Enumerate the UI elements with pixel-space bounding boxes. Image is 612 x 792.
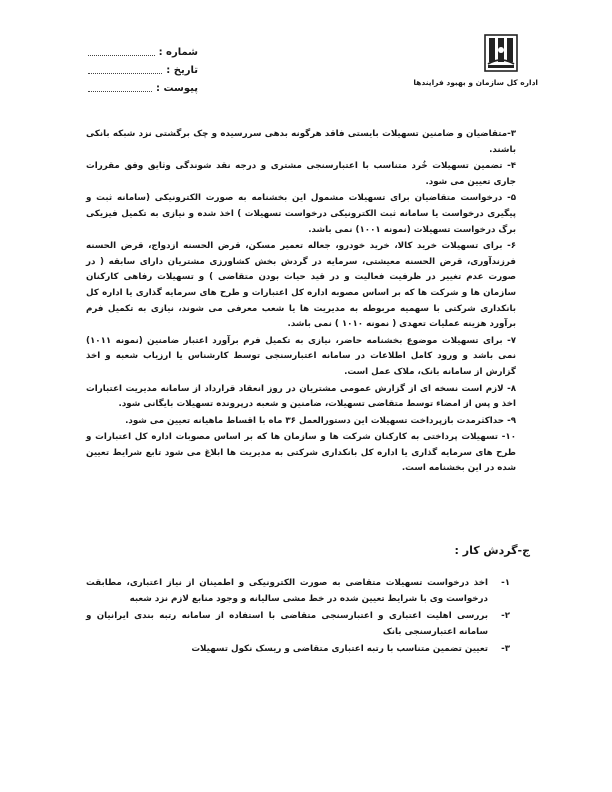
letter-number-label: شماره : <box>158 47 198 58</box>
dotted-line <box>88 45 155 56</box>
letter-attachment-field <box>88 76 198 94</box>
letter-date-label: تاریخ : <box>166 65 198 76</box>
list-item-number: ۳- <box>501 644 510 655</box>
dotted-line <box>88 81 152 92</box>
bank-emblem-icon <box>484 34 518 72</box>
list-item-text: بررسی اهلیت اعتباری و اعتبارسنجی متقاضی با استفاده از سامانه رتبه بندی ایرانیان و سامانه اعتبارسنجی بانک <box>86 611 488 637</box>
workflow-heading: ج-گردش کار : <box>454 544 530 557</box>
letter-meta-fields <box>88 40 198 94</box>
clause-9: ۹- حداکثرمدت بازپرداخت تسهیلات این دستورالعمل ۳۶ ماه با اقساط ماهیانه تعیین می شود. <box>125 415 516 426</box>
clause-7: ۷- برای تسهیلات موضوع بخشنامه حاضر، نیازی به تکمیل فرم برآورد اعتبار ضامنین (نمونه ۱۰۱۱) نمی باشد و ورود کامل اطلاعات در سامانه اعتبارسنجی توسط کارشناس یا ارزیاب شعبه و اخذ گزارش از سامانه بانک، ملاک عمل است. <box>86 335 516 377</box>
list-item-number: ۱- <box>501 578 510 588</box>
clauses-section <box>86 127 516 477</box>
workflow-list <box>86 576 510 660</box>
list-item-text: تعیین تضمین متناسب با رتبه اعتباری متقاضی و ریسک نکول تسهیلات <box>191 644 488 655</box>
list-item <box>86 576 510 607</box>
list-item-text: اخذ درخواست تسهیلات متقاضی به صورت الکترونیکی و اطمینان از نیاز اعتباری، مطابقت درخواست وی با شرایط تعیین شده در خط مشی سالیانه و وجود منابع لازم نزد شعبه <box>86 578 488 604</box>
clause-4: ۴- تضمین تسهیلات خُرد متناسب با اعتبارسنجی مشتری و درجه نقد شوندگی وثایق وفق مقررات جاری تعیین می شود. <box>86 161 516 187</box>
letter-date-field <box>88 58 198 76</box>
clause-10: ۱۰- تسهیلات پرداختی به کارکنان شرکت ها و سازمان ها که بر اساس مصوبات اداره کل اعتبارات و طرح های سرمایه گذاری یا اداره کل بانکداری شرکتی به مدیریت ها ابلاغ می شود تابع شرایط تعیین شده در این بخشنامه است. <box>86 432 516 474</box>
letter-number-field <box>88 40 198 58</box>
clause-6: ۶- برای تسهیلات خرید کالا، خرید خودرو، جعاله تعمیر مسکن، قرض الحسنه ازدواج، قرض الحسنه فرزندآوری، قرض الحسنه معیشتی، سرمایه در گردش بخش کشاورزی مشتریان دارای سابقه ( در صورت عدم تغییر در ظرفیت فعالیت و در قید حیات بودن متقاضی ) و تسهیلات رفاهی کارکنان سازمان ها و شرکت ها که بر اساس مصوبه اداره کل اعتبارات و طرح های سرمایه گذاری یا اداره کل بانکداری شرکتی با سهمیه مربوطه به مدیریت ها یا شعب معرفی می شوند، نیازی به تکمیل فرم برآورد هزینه عملیات تعهدی ( نمونه ۱۰۱۰ ) نمی باشد. <box>86 241 516 330</box>
letter-attachment-label: پیوست : <box>155 83 198 94</box>
dotted-line <box>88 63 162 74</box>
organization-name: اداره کل سازمان و بهبود فرایندها <box>413 78 538 87</box>
clause-8: ۸- لازم است نسخه ای از گزارش عمومی مشتریان در روز انعقاد قرارداد از سامانه مدیریت اعتبارات اخذ و پس از امضاء توسط متقاضی تسهیلات، ضامنین و شعبه درپرونده تسهیلات بایگانی شود. <box>86 383 516 410</box>
clause-5: ۵- درخواست متقاضیان برای تسهیلات مشمول این بخشنامه به صورت الکترونیکی (سامانه ثبت و پیگیری درخواست یا سامانه ثبت الکترونیکی درخواست تسهیلات ) اخذ شده و نیازی به تکمیل فیزیکی برگ درخواست تسهیلات (نمونه ۱۰۰۱) نمی باشد. <box>86 193 516 235</box>
clause-3: ۳-متقاضیان و ضامنین تسهیلات بایستی فاقد هرگونه بدهی سررسیده و چک برگشتی نزد شبکه بانکی باشند. <box>86 129 516 155</box>
list-item <box>86 642 510 658</box>
list-item-number: ۲- <box>501 611 510 622</box>
list-item <box>86 609 510 640</box>
